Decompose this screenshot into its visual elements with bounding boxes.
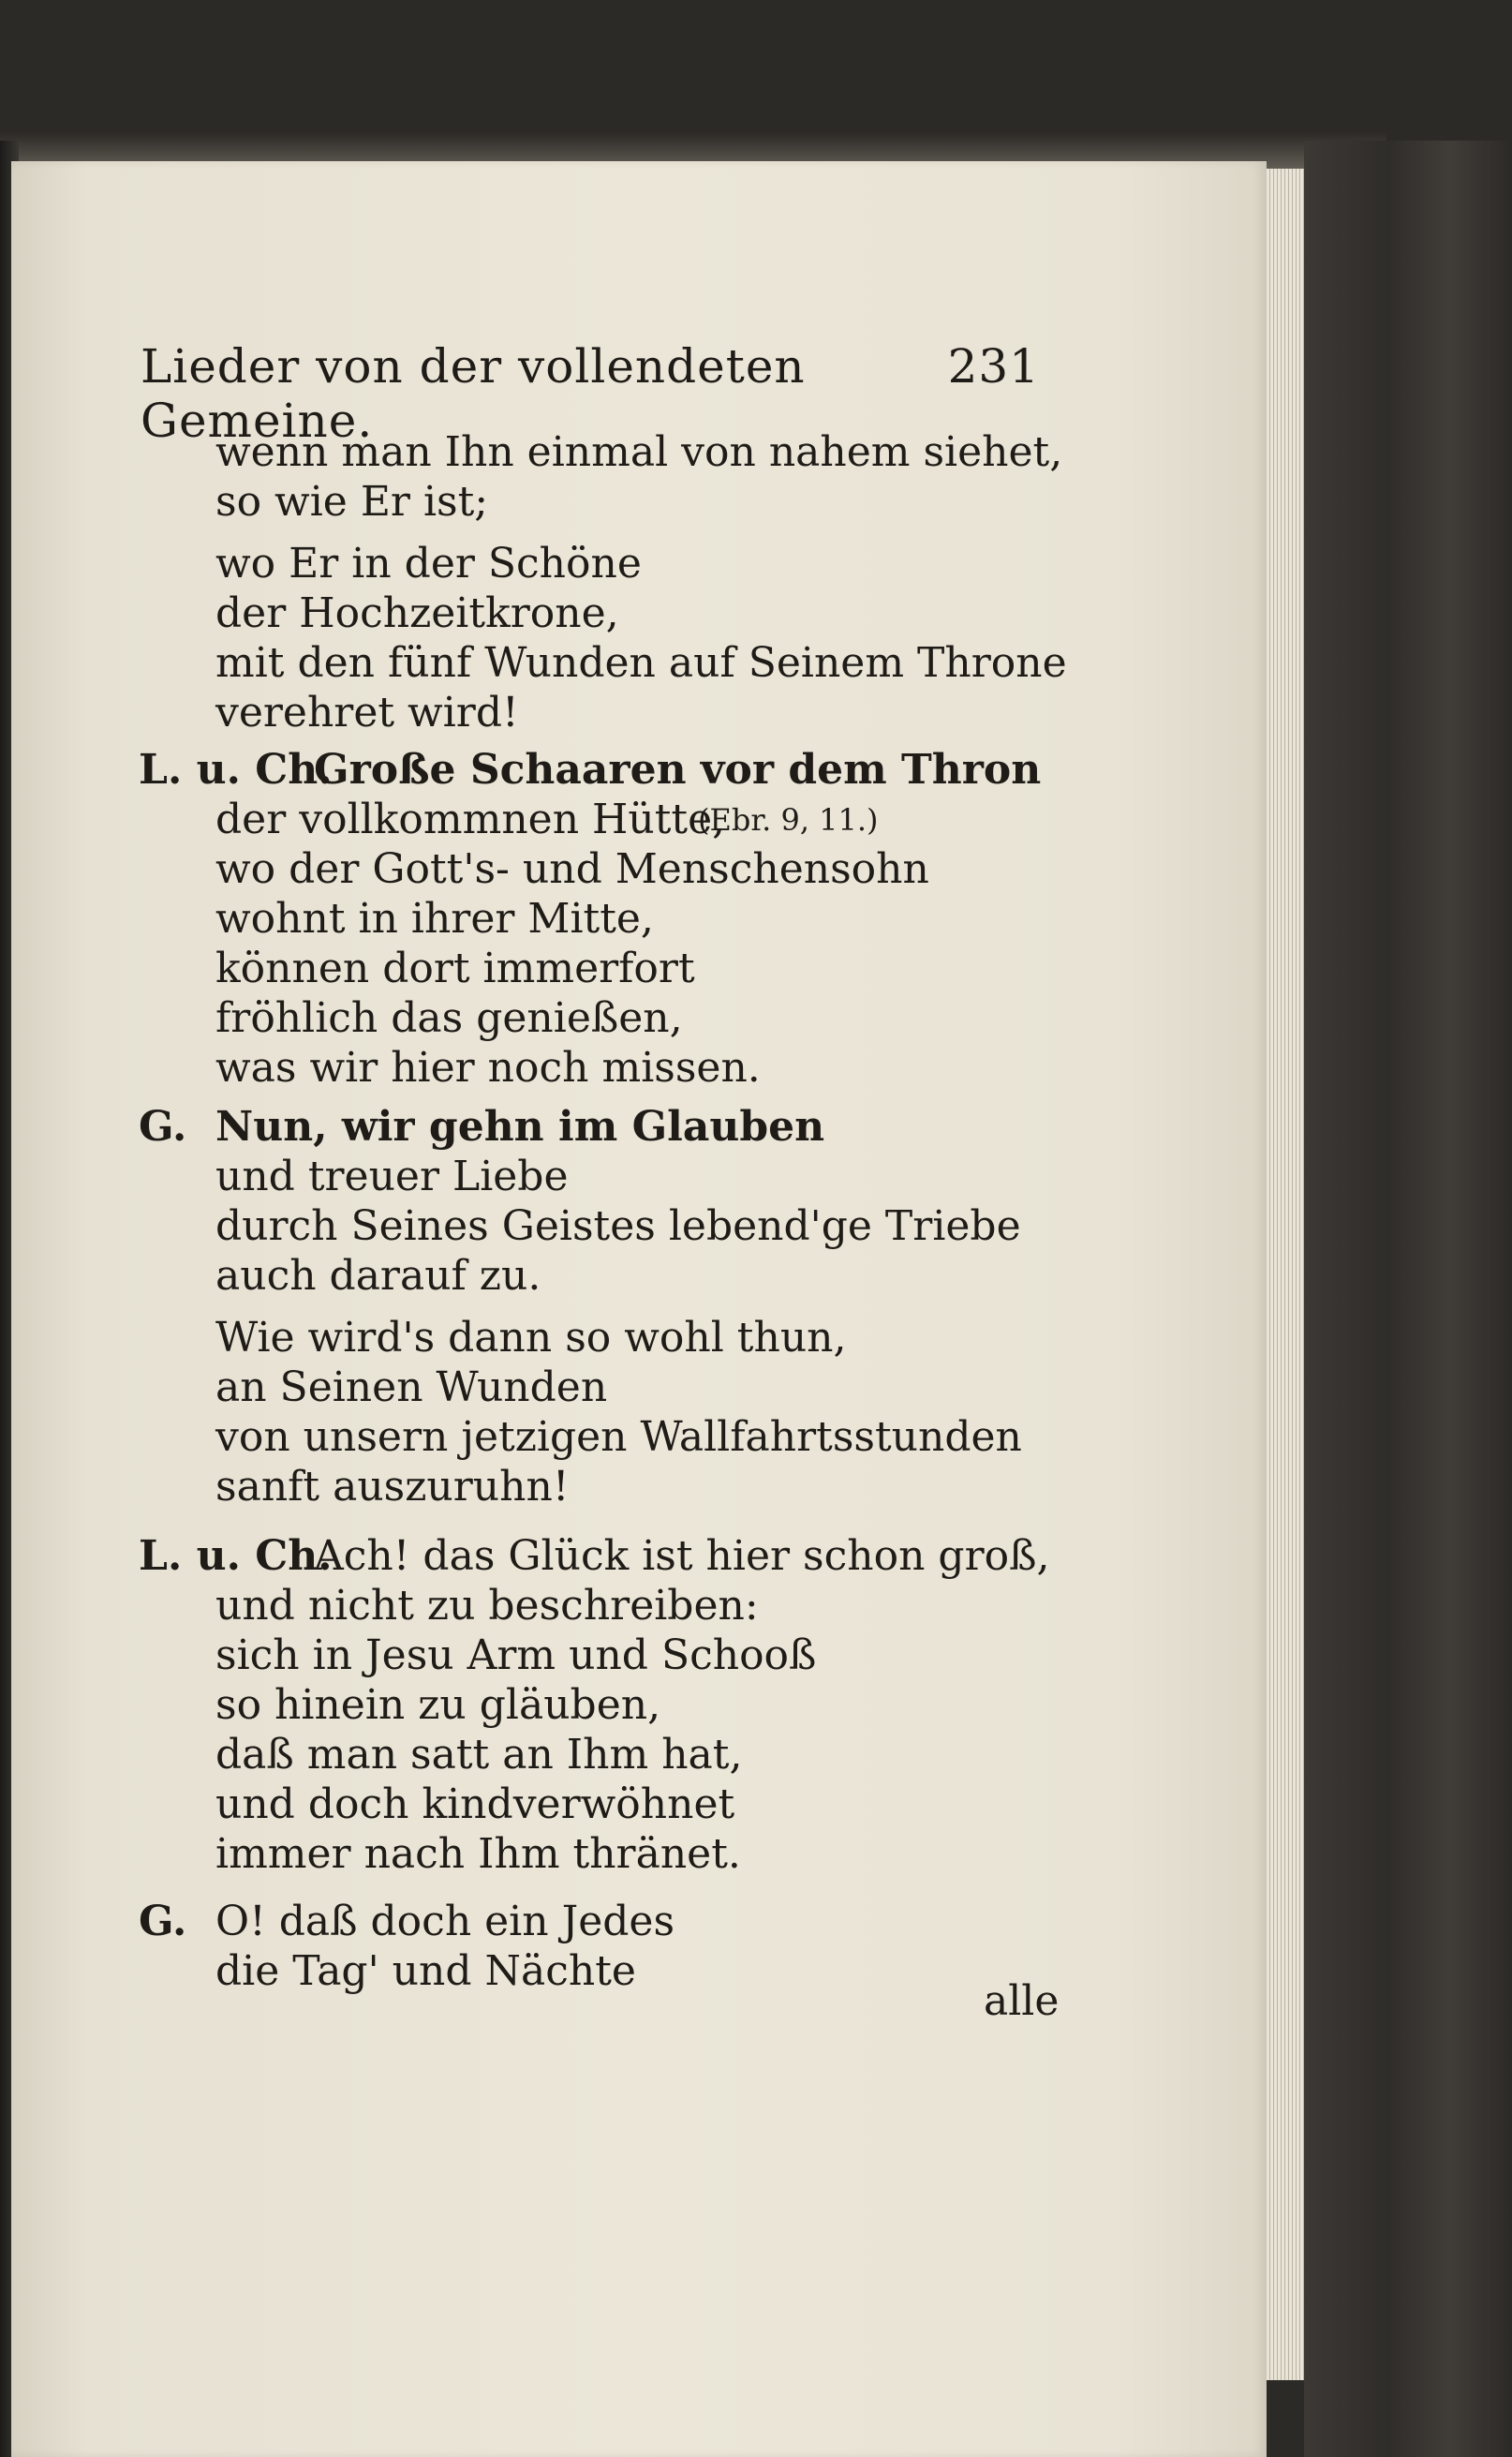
- verse-line: sanft auszuruhn!: [215, 1463, 570, 1511]
- verse-line: verehret wird!: [215, 689, 519, 737]
- speaker-label: L. u. Ch.: [139, 746, 333, 794]
- verse-line: auch darauf zu.: [215, 1252, 541, 1300]
- verse-line: so wie Er ist;: [215, 478, 489, 526]
- verse-line: Große Schaaren vor dem Thron: [314, 746, 1042, 794]
- verse-line: immer nach Ihm thränet.: [215, 1830, 741, 1878]
- catchword: alle: [984, 1977, 1060, 2025]
- scripture-reference: (Ebr. 9, 11.): [698, 802, 879, 838]
- verse-line: durch Seines Geistes lebend'ge Triebe: [215, 1202, 1021, 1250]
- verse-line: wo der Gott's- und Menschensohn: [215, 845, 929, 893]
- speaker-label: G.: [139, 1103, 187, 1151]
- verse-line: sich in Jesu Arm und Schooß: [215, 1631, 817, 1679]
- verse-line: wo Er in der Schöne: [215, 540, 642, 588]
- verse-line: von unsern jetzigen Wallfahrtsstunden: [215, 1413, 1022, 1461]
- verse-line: O! daß doch ein Jedes: [215, 1898, 675, 1945]
- verse-line: was wir hier noch missen.: [215, 1044, 761, 1092]
- verse-line: wohnt in ihrer Mitte,: [215, 895, 654, 943]
- speaker-label: G.: [139, 1898, 187, 1945]
- verse-line: so hinein zu gläuben,: [215, 1681, 661, 1729]
- verse-line: der Hochzeitkrone,: [215, 589, 619, 637]
- verse-line: an Seinen Wunden: [215, 1363, 608, 1411]
- verse-line: können dort immerfort: [215, 945, 695, 992]
- running-title: Lieder von der vollendeten Gemeine.: [141, 339, 806, 448]
- verse-line: fröhlich das genießen,: [215, 994, 683, 1042]
- verse-line: daß man satt an Ihm hat,: [215, 1731, 743, 1779]
- speaker-label: L. u. Ch.: [139, 1532, 333, 1580]
- verse-line: und doch kindverwöhnet: [215, 1780, 735, 1828]
- verse-line: mit den fünf Wunden auf Seinem Throne: [215, 639, 1067, 687]
- verse-line: der vollkommnen Hütte,: [215, 796, 726, 843]
- verse-line: Ach! das Glück ist hier schon groß,: [314, 1532, 1050, 1580]
- page-number: 231: [947, 339, 1040, 394]
- verse-line: und nicht zu beschreiben:: [215, 1582, 759, 1630]
- verse-line: Nun, wir gehn im Glauben: [215, 1103, 825, 1151]
- verse-line: Wie wird's dann so wohl thun,: [215, 1314, 847, 1362]
- verse-line: die Tag' und Nächte: [215, 1947, 636, 1995]
- verse-line: wenn man Ihn einmal von nahem siehet,: [215, 428, 1063, 476]
- verse-line: und treuer Liebe: [215, 1153, 569, 1200]
